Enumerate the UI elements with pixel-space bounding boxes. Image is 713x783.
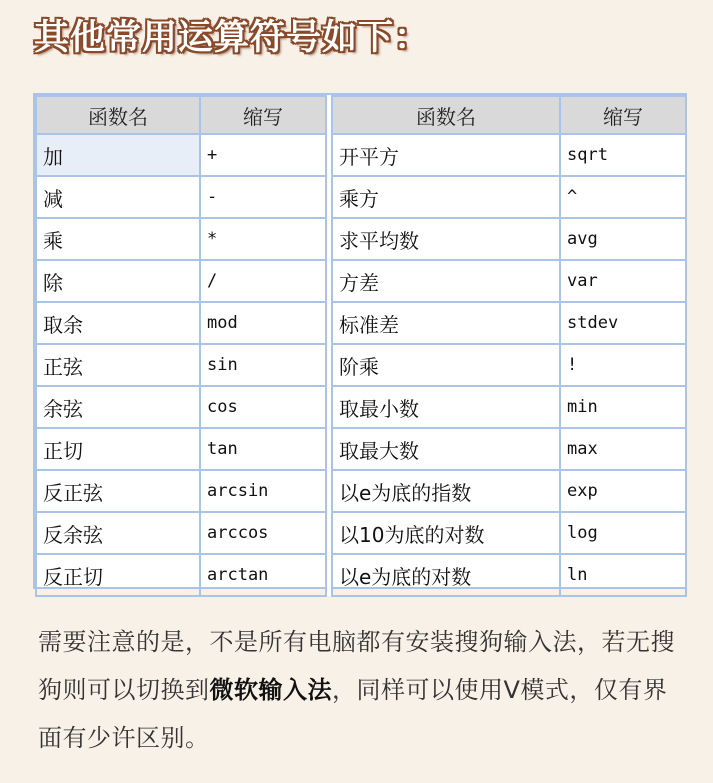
cell-abbreviation: tan: [200, 428, 326, 470]
table-row: [36, 134, 686, 176]
table-row: [36, 428, 686, 470]
cell-function-name-2: 阶乘: [332, 344, 560, 386]
cell-function-name: 取余: [36, 302, 200, 344]
cell-abbreviation: arccos: [200, 512, 326, 554]
cell-abbreviation: +: [200, 134, 326, 176]
table-row: [36, 386, 686, 428]
page-title: 其他常用运算符号如下：: [34, 18, 431, 58]
cell-function-name-2: 取最大数: [332, 428, 560, 470]
cell-abbreviation-2: max: [560, 428, 686, 470]
header-abbreviation-2: 缩写: [560, 96, 686, 134]
table-row: [36, 470, 686, 512]
cell-function-name-2: 方差: [332, 260, 560, 302]
header-function-name: 函数名: [36, 96, 200, 134]
cell-function-name-2: 以e为底的对数: [332, 554, 560, 596]
header-abbreviation: 缩写: [200, 96, 326, 134]
cell-abbreviation-2: stdev: [560, 302, 686, 344]
cell-function-name-2: 开平方: [332, 134, 560, 176]
table-row: [36, 512, 686, 554]
cell-abbreviation: /: [200, 260, 326, 302]
cell-function-name-2: 以10为底的对数: [332, 512, 560, 554]
operator-table: [33, 93, 687, 589]
cell-abbreviation-2: avg: [560, 218, 686, 260]
cell-abbreviation: arctan: [200, 554, 326, 596]
cell-function-name: 乘: [36, 218, 200, 260]
cell-function-name-2: 以e为底的指数: [332, 470, 560, 512]
table-row: [36, 176, 686, 218]
cell-abbreviation-2: min: [560, 386, 686, 428]
table-row: [36, 218, 686, 260]
cell-abbreviation-2: var: [560, 260, 686, 302]
cell-function-name: 反正弦: [36, 470, 200, 512]
cell-abbreviation: *: [200, 218, 326, 260]
cell-function-name-2: 求平均数: [332, 218, 560, 260]
cell-function-name-2: 标准差: [332, 302, 560, 344]
note-text-after: ，同样可以使用V模式，仅有界面有少许区别。: [38, 676, 668, 752]
table-row: [36, 554, 686, 596]
operator-table-grid: [35, 95, 687, 597]
header-function-name-2: 函数名: [332, 96, 560, 134]
cell-abbreviation: arcsin: [200, 470, 326, 512]
table-row: [36, 302, 686, 344]
cell-abbreviation: mod: [200, 302, 326, 344]
cell-abbreviation: sin: [200, 344, 326, 386]
cell-function-name: 正弦: [36, 344, 200, 386]
cell-function-name: 余弦: [36, 386, 200, 428]
cell-function-name: 正切: [36, 428, 200, 470]
cell-abbreviation-2: exp: [560, 470, 686, 512]
cell-function-name-2: 乘方: [332, 176, 560, 218]
cell-abbreviation-2: ln: [560, 554, 686, 596]
cell-function-name: 加: [36, 134, 200, 176]
cell-abbreviation-2: log: [560, 512, 686, 554]
note-highlight: 微软输入法: [209, 676, 332, 704]
cell-abbreviation-2: !: [560, 344, 686, 386]
cell-abbreviation-2: ^: [560, 176, 686, 218]
note-paragraph: [38, 618, 688, 762]
cell-function-name: 反余弦: [36, 512, 200, 554]
cell-abbreviation: -: [200, 176, 326, 218]
table-row: [36, 260, 686, 302]
table-header-row: [36, 96, 686, 134]
cell-abbreviation-2: sqrt: [560, 134, 686, 176]
note-text-before: 需要注意的是，不是所有电脑都有安装搜狗输入法，若无搜狗则可以切换到: [38, 628, 675, 704]
cell-function-name-2: 取最小数: [332, 386, 560, 428]
table-row: [36, 344, 686, 386]
cell-abbreviation: cos: [200, 386, 326, 428]
cell-function-name: 减: [36, 176, 200, 218]
cell-function-name: 反正切: [36, 554, 200, 596]
cell-function-name: 除: [36, 260, 200, 302]
